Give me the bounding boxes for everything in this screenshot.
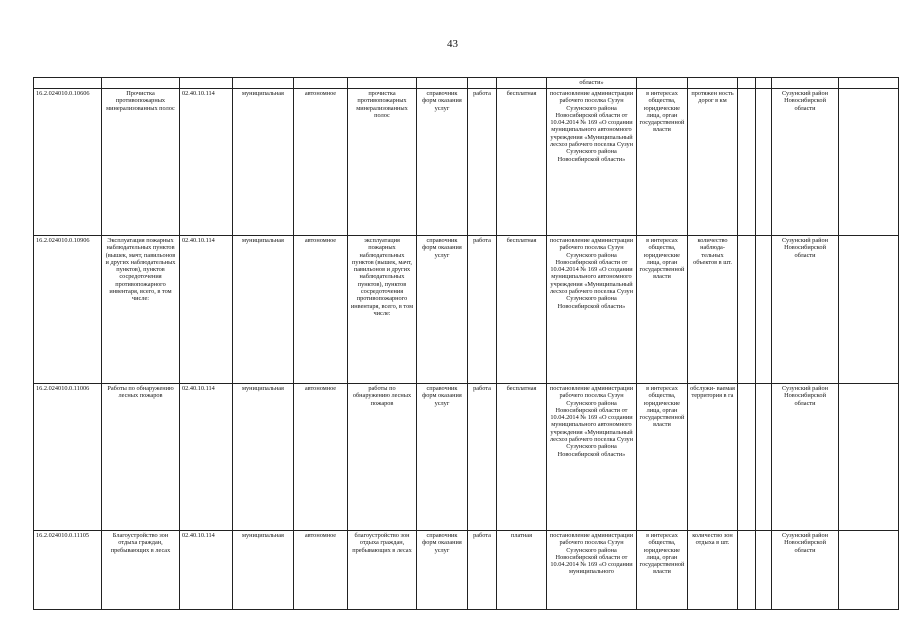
service-name: Благоустройство зон отдыха граждан, пребывающих в лесах xyxy=(102,531,180,610)
service-code: 16.2.024010.0.11105 xyxy=(34,531,102,610)
service-conditions: справочник форм оказания услуг xyxy=(417,531,468,610)
legal-basis: постановление администрации рабочего поселка Сузун Сузунского района Новосибирской области от 10.04.2014 № 169 «О создании муниципального автономного учреждения «Муниципальный лесхоз рабочего поселка Сузун Сузунского района Новосибирской области» xyxy=(547,236,637,384)
legal-basis: постановление администрации рабочего поселка Сузун Сузунского района Новосибирской области от 10.04.2014 № 169 «О создании муниципального автономного учреждения «Муниципальный лесхоз рабочего поселка Сузун Сузунского района Новосибирской области» xyxy=(547,384,637,531)
service-content: эксплуатация пожарных наблюдательных пунктов (вышек, мачт, павильонов и других наблюдательных пунктов), пунктов сосредоточения противопожарного инвентаря, всего, в том числе: xyxy=(348,236,417,384)
service-type: муниципальная xyxy=(233,531,294,610)
service-conditions: справочник форм оказания услуг xyxy=(417,89,468,236)
service-name: Эксплуатация пожарных наблюдательных пунктов (вышек, мачт, павильонов и других наблюдательных пунктов), пунктов сосредоточения противопожарного инвентаря, всего, в том числе: xyxy=(102,236,180,384)
volume-indicator: количество наблюда- тельных объектов в шт. xyxy=(688,236,738,384)
institution-type: автономное xyxy=(294,384,348,531)
table-row xyxy=(34,531,899,610)
table-row xyxy=(34,89,899,236)
service-code: 16.2.024010.0.10606 xyxy=(34,89,102,236)
payment-type: бесплатная xyxy=(497,89,547,236)
payment-type: бесплатная xyxy=(497,384,547,531)
legal-basis: постановление администрации рабочего поселка Сузун Сузунского района Новосибирской области от 10.04.2014 № 169 «О создании муниципального xyxy=(547,531,637,610)
service-location: Сузунский район Новосибирской области xyxy=(772,236,839,384)
service-kind: работа xyxy=(468,89,497,236)
service-code: 16.2.024010.0.10906 xyxy=(34,236,102,384)
service-conditions: справочник форм оказания услуг xyxy=(417,236,468,384)
service-content: благоустройство зон отдыха граждан, пребывающих в лесах xyxy=(348,531,417,610)
consumers: в интересах общества, юридические лица, орган государственной власти xyxy=(637,89,688,236)
table-row xyxy=(34,78,899,89)
services-registry-table xyxy=(33,77,899,610)
volume-indicator: количество зон отдыха в шт. xyxy=(688,531,738,610)
service-kind: работа xyxy=(468,531,497,610)
service-kind: работа xyxy=(468,384,497,531)
volume-indicator: протяжен ность дорог в км xyxy=(688,89,738,236)
service-content: работы по обнаружению лесных пожаров xyxy=(348,384,417,531)
service-name: Работы по обнаружению лесных пожаров xyxy=(102,384,180,531)
service-type: муниципальная xyxy=(233,236,294,384)
institution-type: автономное xyxy=(294,531,348,610)
service-location: Сузунский район Новосибирской области xyxy=(772,384,839,531)
volume-indicator: обслужи- ваемая территория в га xyxy=(688,384,738,531)
payment-type: платная xyxy=(497,531,547,610)
service-code: 16.2.024010.0.11006 xyxy=(34,384,102,531)
institution-type: автономное xyxy=(294,236,348,384)
page-number: 43 xyxy=(447,38,458,50)
service-name: Прочистка противопожарных минерализованных полос xyxy=(102,89,180,236)
consumers: в интересах общества, юридические лица, орган государственной власти xyxy=(637,531,688,610)
institution-type: автономное xyxy=(294,89,348,236)
consumers: в интересах общества, юридические лица, орган государственной власти xyxy=(637,384,688,531)
payment-type: бесплатная xyxy=(497,236,547,384)
service-type: муниципальная xyxy=(233,384,294,531)
okved-code: 02.40.10.114 xyxy=(180,236,233,384)
service-location: Сузунский район Новосибирской области xyxy=(772,531,839,610)
consumers: в интересах общества, юридические лица, орган государственной власти xyxy=(637,236,688,384)
service-conditions: справочник форм оказания услуг xyxy=(417,384,468,531)
okved-code: 02.40.10.114 xyxy=(180,89,233,236)
okved-code: 02.40.10.114 xyxy=(180,384,233,531)
service-type: муниципальная xyxy=(233,89,294,236)
continuation-cell: области» xyxy=(547,78,637,89)
legal-basis: постановление администрации рабочего поселка Сузун Сузунского района Новосибирской области от 10.04.2014 № 169 «О создании муниципального автономного учреждения «Муниципальный лесхоз рабочего поселка Сузун Сузунского района Новосибирской области» xyxy=(547,89,637,236)
service-content: прочистка противопожарных минерализованных полос xyxy=(348,89,417,236)
table-row xyxy=(34,384,899,531)
okved-code: 02.40.10.114 xyxy=(180,531,233,610)
service-kind: работа xyxy=(468,236,497,384)
table-row xyxy=(34,236,899,384)
service-location: Сузунский район Новосибирской области xyxy=(772,89,839,236)
